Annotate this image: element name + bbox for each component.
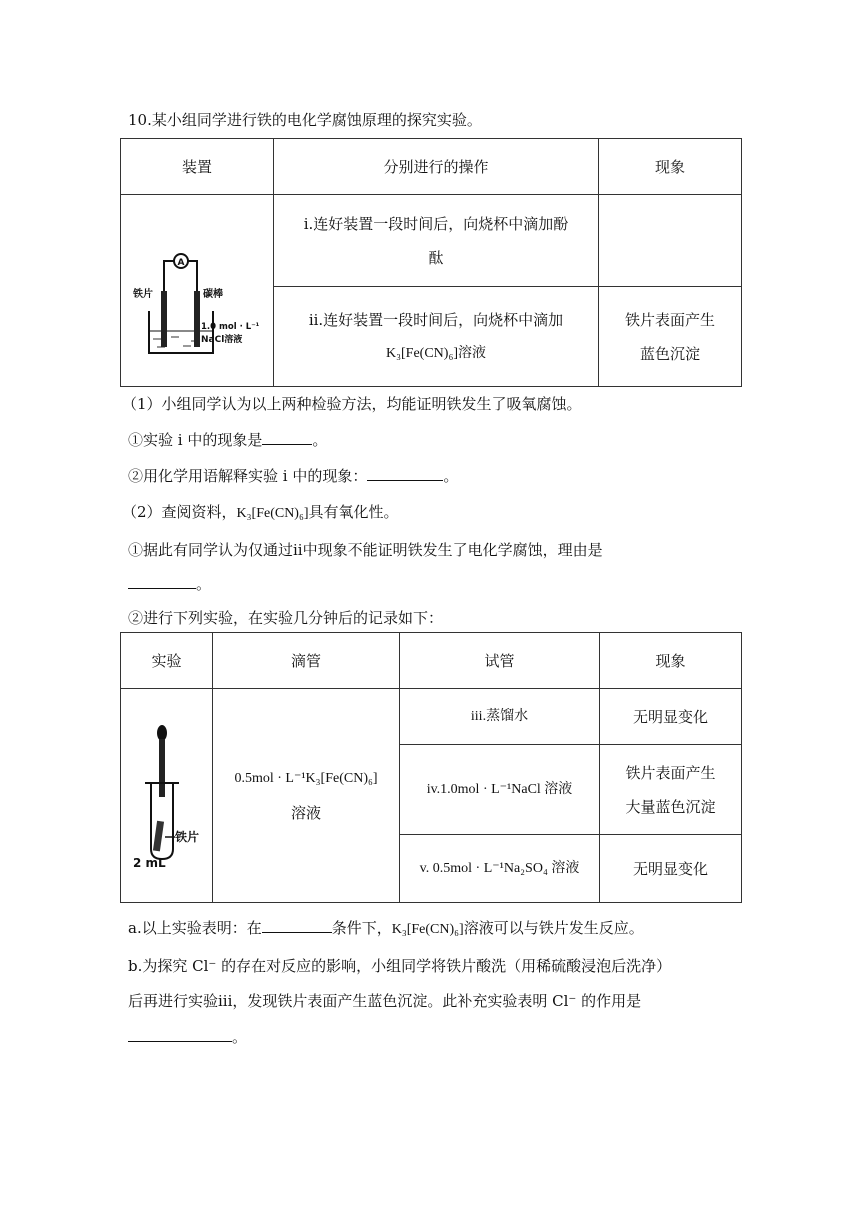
question-title: 10.某小组同学进行铁的电化学腐蚀原理的探究实验。 [128, 111, 482, 129]
concentration-label: 1.0 mol · L⁻¹ [201, 321, 260, 332]
conclusion-b-answer: 。 [128, 1027, 247, 1047]
dropper-bulb-icon [157, 725, 167, 741]
tube-iii: iii.蒸馏水 [400, 689, 600, 745]
iron-strip-icon [153, 820, 164, 851]
solution-label: NaCl溶液 [201, 334, 243, 345]
part2-q1-answer: 。 [128, 574, 211, 594]
part1-q2: ②用化学用语解释实验 i 中的现象： 。 [128, 467, 459, 485]
volume-label: 2 mL [133, 855, 166, 870]
phenomenon-i [599, 195, 742, 287]
experiment-table [120, 632, 742, 903]
answer-blank-4[interactable] [262, 918, 332, 933]
phenomenon-v: 无明显变化 [600, 835, 742, 903]
dropper-reagent: 0.5mol · L⁻¹K₃[Fe(CN)₆] 溶液 [213, 689, 400, 903]
part2-intro: （2）查阅资料，K₃[Fe(CN)₆]具有氧化性。 [122, 503, 399, 521]
header-experiment: 实验 [121, 633, 213, 689]
apparatus-table [120, 138, 742, 387]
header-operation: 分别进行的操作 [274, 139, 599, 195]
phenomenon-ii: 铁片表面产生 蓝色沉淀 [599, 287, 742, 387]
iron-label: 铁片 [133, 288, 153, 300]
iron-label-2: 铁片 [175, 829, 200, 844]
operation-ii: ii.连好装置一段时间后，向烧杯中滴加 K₃[Fe(CN)₆]溶液 [274, 287, 599, 387]
part1-q1: ①实验 i 中的现象是 。 [128, 431, 328, 449]
answer-blank-5[interactable] [128, 1027, 232, 1042]
apparatus-figure-cell [121, 195, 274, 387]
conclusion-a: a.以上实验表明：在 条件下，K₃[Fe(CN)₆]溶液可以与铁片发生反应。 [128, 919, 644, 937]
tube-iv: iv.1.0mol · L⁻¹NaCl 溶液 [400, 745, 600, 835]
header-tube: 试管 [400, 633, 600, 689]
header-phenomenon-2: 现象 [600, 633, 742, 689]
part2-q2: ②进行下列实验，在实验几分钟后的记录如下： [128, 609, 444, 627]
tube-v: v. 0.5mol · L⁻¹Na₂SO₄ 溶液 [400, 835, 600, 903]
header-apparatus: 装置 [121, 139, 274, 195]
operation-i: i.连好装置一段时间后，向烧杯中滴加酚 酞 [274, 195, 599, 287]
iron-electrode-icon [161, 291, 167, 347]
carbon-rod-icon [194, 291, 200, 347]
svg-text:A: A [177, 257, 185, 268]
test-tube-figure-cell [121, 689, 213, 903]
phenomenon-iv: 铁片表面产生 大量蓝色沉淀 [600, 745, 742, 835]
answer-blank-3[interactable] [128, 574, 196, 589]
phenomenon-iii: 无明显变化 [600, 689, 742, 745]
electrochemical-cell-figure [131, 221, 263, 361]
test-tube-figure [131, 721, 213, 871]
dropper-icon [159, 739, 165, 797]
answer-blank-2[interactable] [367, 466, 443, 481]
conclusion-b-line1: b.为探究 Cl⁻ 的存在对反应的影响，小组同学将铁片酸洗（用稀硫酸浸泡后洗净） [128, 957, 672, 975]
part1-intro: （1）小组同学认为以上两种检验方法，均能证明铁发生了吸氧腐蚀。 [122, 395, 582, 413]
part2-q1: ①据此有同学认为仅通过ii中现象不能证明铁发生了电化学腐蚀，理由是 [128, 541, 603, 559]
header-dropper: 滴管 [213, 633, 400, 689]
header-phenomenon: 现象 [599, 139, 742, 195]
answer-blank-1[interactable] [262, 430, 312, 445]
conclusion-b-line2: 后再进行实验iii，发现铁片表面产生蓝色沉淀。此补充实验表明 Cl⁻ 的作用是 [128, 992, 642, 1010]
carbon-label: 碳棒 [203, 288, 223, 300]
